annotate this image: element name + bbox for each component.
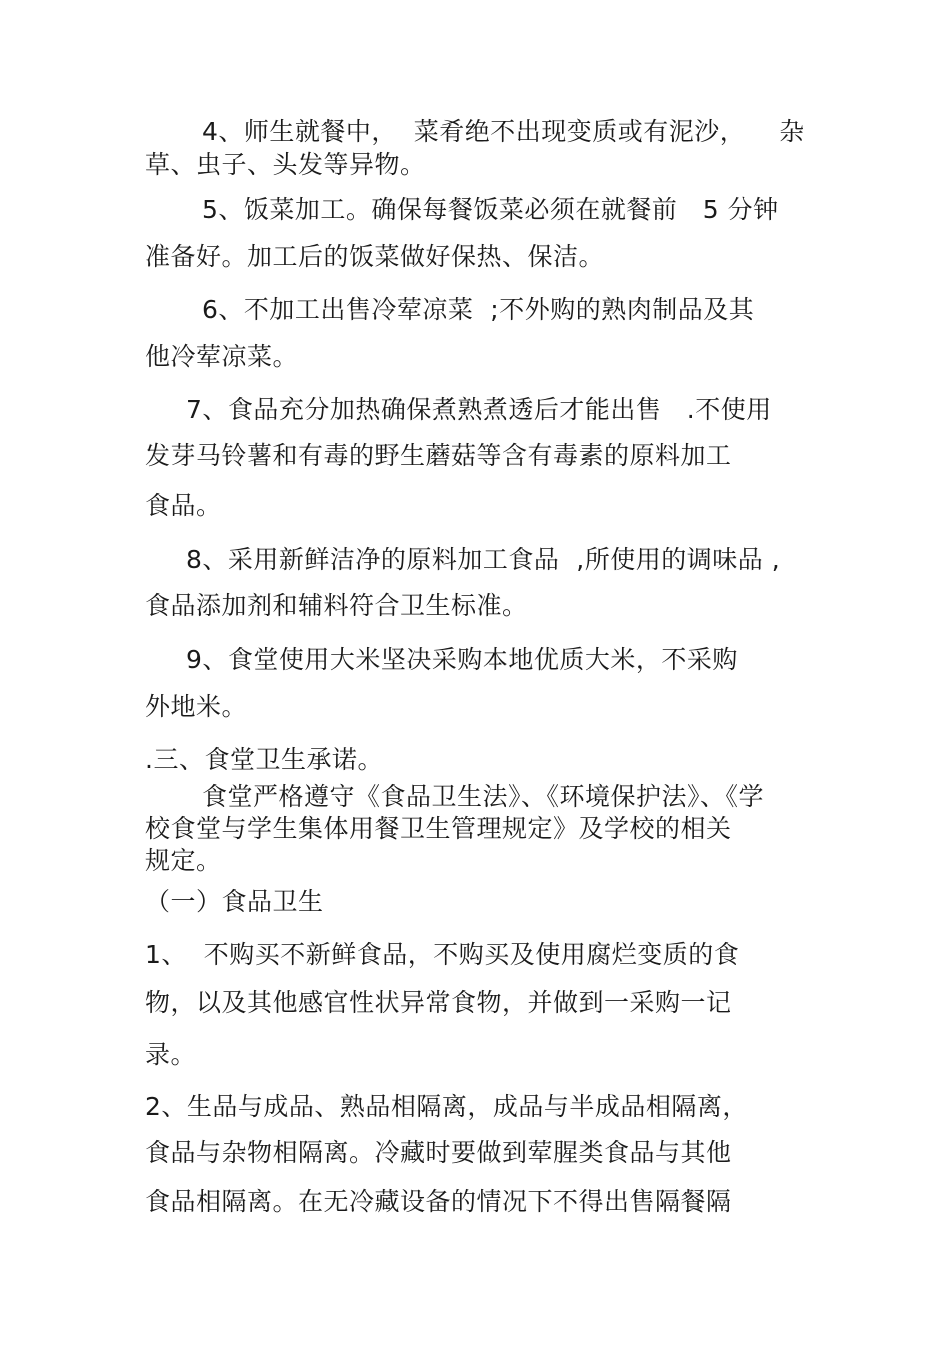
section-heading-3: .三、食堂卫生承诺。	[145, 745, 383, 774]
text-line-sub1-3: 录。	[145, 1040, 197, 1069]
text-line-item4-1: 4、师生就餐中， 菜肴绝不出现变质或有泥沙， 杂	[202, 117, 805, 146]
text-line-item5-1: 5、饭菜加工。确保每餐饭菜必须在就餐前 5 分钟	[202, 195, 779, 224]
text-line-sub2-2: 食品与杂物相隔离。冷藏时要做到荤腥类食品与其他	[145, 1138, 732, 1167]
text-line-item7-3: 食品。	[145, 491, 222, 520]
text-line-item8-1: 8、采用新鲜洁净的原料加工食品 ,所使用的调味品 ,	[186, 545, 781, 574]
text-line-item7-2: 发芽马铃薯和有毒的野生蘑菇等含有毒素的原料加工	[145, 441, 732, 470]
text-line-item8-2: 食品添加剂和辅料符合卫生标准。	[145, 591, 528, 620]
text-line-item4-2: 草、虫子、头发等异物。	[145, 150, 426, 179]
text-line-item9-2: 外地米。	[145, 692, 248, 721]
text-line-sub1-2: 物，以及其他感官性状异常食物，并做到一采购一记	[145, 988, 732, 1017]
text-line-item5-2: 准备好。加工后的饭菜做好保热、保洁。	[145, 242, 605, 271]
text-line-item9-1: 9、食堂使用大米坚决采购本地优质大米，不采购	[186, 645, 738, 674]
text-line-item6-1: 6、不加工出售冷荤凉菜 ;不外购的熟肉制品及其	[202, 295, 755, 324]
text-line-sub2-1: 2、生品与成品、熟品相隔离，成品与半成品相隔离，	[145, 1092, 748, 1121]
text-line-para-2: 校食堂与学生集体用餐卫生管理规定》及学校的相关	[145, 814, 732, 843]
text-line-item6-2: 他冷荤凉菜。	[145, 342, 299, 371]
text-line-para-1: 食堂严格遵守《食品卫生法》、《环境保护法》、《学	[202, 782, 765, 811]
text-line-para-3: 规定。	[145, 846, 222, 875]
text-line-sub2-3: 食品相隔离。在无冷藏设备的情况下不得出售隔餐隔	[145, 1187, 732, 1216]
subsection-heading-1: （一）食品卫生	[145, 887, 324, 916]
text-line-sub1-1: 1、 不购买不新鲜食品，不购买及使用腐烂变质的食	[145, 940, 740, 969]
text-line-item7-1: 7、食品充分加热确保煮熟煮透后才能出售 .不使用	[186, 395, 772, 424]
